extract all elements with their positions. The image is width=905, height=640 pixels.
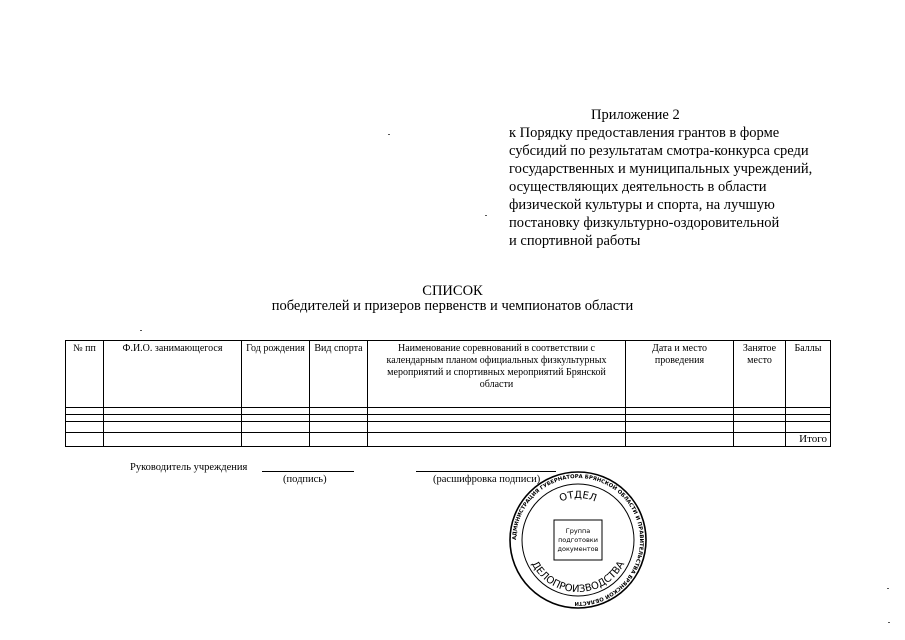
stamp-department-top: ОТДЕЛ	[558, 489, 598, 505]
winners-table	[65, 340, 831, 447]
official-stamp	[508, 470, 648, 610]
list-title: СПИСОК	[422, 283, 483, 299]
decode-caption: (расшифровка подписи)	[433, 474, 541, 485]
appendix-line: осуществляющих деятельность в области	[509, 179, 767, 195]
col-header-number: № пп	[66, 341, 104, 408]
signature-line	[262, 471, 354, 472]
col-header-sport: Вид спорта	[310, 341, 368, 408]
appendix-line: и спортивной работы	[509, 233, 641, 249]
signature-caption: (подпись)	[283, 474, 327, 485]
appendix-title: Приложение 2	[591, 107, 680, 123]
stamp-center-line: Группа	[565, 527, 591, 535]
col-header-date-place: Дата и место проведения	[626, 341, 734, 408]
list-subtitle: победителей и призеров первенств и чемпионатов области	[271, 298, 634, 314]
appendix-line: постановку физкультурно-оздоровительной	[509, 215, 780, 231]
appendix-line: к Порядку предоставления грантов в форме	[509, 125, 780, 141]
table-total-row	[66, 433, 831, 447]
table-row	[66, 415, 831, 422]
col-header-competition: Наименование соревнований в соответствии с календарным планом официальных физкультурных мероприятий и спортивных мероприятий Брянской области	[368, 341, 626, 408]
table-row	[66, 422, 831, 433]
appendix-block	[509, 106, 849, 250]
col-header-fio: Ф.И.О. занимающегося	[104, 341, 242, 408]
stamp-outer-text: АДМИНИСТРАЦИЯ ГУБЕРНАТОРА БРЯНСКОЙ ОБЛАСТИ И ПРАВИТЕЛЬСТВА БРЯНСКОЙ ОБЛАСТИ	[511, 473, 645, 607]
col-header-birth-year: Год рождения	[242, 341, 310, 408]
table-header-row	[66, 341, 831, 408]
stamp-department-bottom: ДЕЛОПРОИЗВОДСТВА	[528, 559, 628, 596]
total-cell: Итого	[786, 433, 831, 447]
col-header-place: Занятое место	[734, 341, 786, 408]
appendix-line: государственных и муниципальных учреждений,	[509, 161, 813, 177]
appendix-line: физической культуры и спорта, на лучшую	[509, 197, 775, 213]
head-label: Руководитель учреждения	[130, 462, 248, 473]
stamp-center-line: подготовки	[558, 536, 598, 544]
col-header-points: Баллы	[786, 341, 831, 408]
table-row	[66, 408, 831, 415]
appendix-line: субсидий по результатам смотра-конкурса среди	[509, 143, 809, 159]
stamp-center-line: документов	[557, 545, 599, 553]
